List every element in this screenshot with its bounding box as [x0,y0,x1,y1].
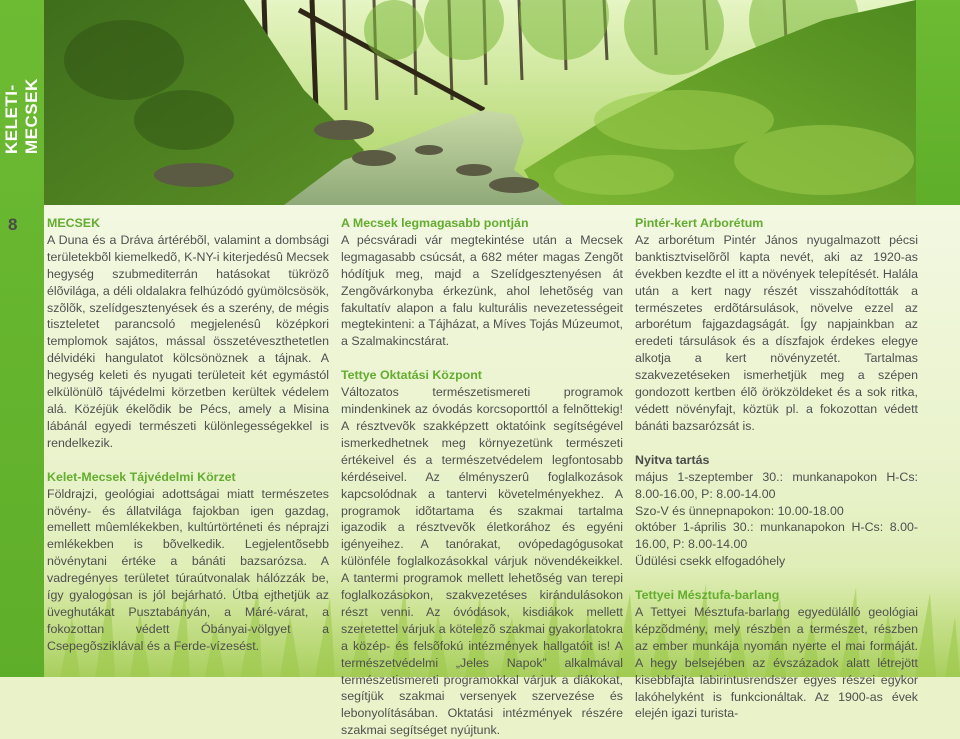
legmagasabb-heading: A Mecsek legmagasabb pontján [341,216,529,230]
mesztufa-text: A Tettyei Mésztufa-barlang egyedülálló geológiai képzõdmény, mely részben a természet, részben az ember munkája nyomán nyerte el mai formáját. A hegy belsejében az évszázadok alatt létrejött kisebbfajta labirintusrendszer egyes részei egykor lakóhelyként is funkcionáltak. Az 1900-as évek elején igazi turista- [635,605,918,721]
section-label: KELETI-MECSEK [2,78,41,154]
opening-hours-line: május 1-szeptember 30.: munkanapokon H-Cs: 8.00-16.00, P: 8.00-14.00 [635,469,918,501]
arboretum-text: Az arborétum Pintér János nyugalmazott pécsi banktisztviselõrõl kapta nevét, aki az 1920-as években kezdte el itt a növények telepítését. Halála után a kert nagy részét visszahódították a természetes erdõtársulások, növelve ezzel az arborétum fajgazdagságát. Így napjainkban az eredeti társulások és a díszfajok érdekes elegye alkotja a kert növényzetét. Tartalmas szakvezetéseken ismerhetjük meg a szépen gondozott kertben élõ örökzöldeket és a sok ritka, védett növényfajt, köztük pl. a fokozottan védett bánáti bazsarózsát is. [635,232,918,433]
legmagasabb-text: A pécsváradi vár megtekintése után a Mecsek legmagasabb csúcsát, a 682 méter magas Zengõt hódítjuk meg, majd a Szelídgesztenyésen át Zengõvárkonyba érkezünk, ahol lehetõség van fakultatív alapon a falu kulturális nevezetességeit megtekinteni: a Tájházat, a Míves Tojás Múzeumot, a Szalmakincstárat. [341,232,623,349]
column-1 [47,215,329,655]
mecsek-heading: MECSEK [47,216,101,230]
column-2 [341,215,623,739]
side-strip [0,0,44,677]
tettye-text: Változatos természetismereti programok mindenkinek az óvodás korcsoporttól a felnõttekig! A résztvevõk szakképzett oktatóink segítségével ismerkedhetnek meg környezetünk természeti értékeivel és a természetvédelem legfontosabb kérdéseivel. Az élményszerû foglalkozások kapcsolódnak a tantervi követelményekhez. A programok idõtartama és szakmai tartalma igazodik a résztvevõk életkorához és egyéni igényeihez. A tanórakat, ovópedagógusokat különféle foglalkozásokkal várjuk növendékeikkel. A tantermi programok mellett lehetõség van terepi foglalkozásokon, szakvezetéses kirándulásokon részt venni. Az óvódások, kisdiákok mellett szeretettel várjuk a kötelezõ szakmai gyakorlatokra a közép- és felsõfokú intézmények hallgatóit is! A természetvédelmi „Jeles Napok” alkalmával természetismereti programokkal várjuk a diákokat, segítjük szakmai versenyek szervezése és lebonyolításában. Oktatási intézmények részére szakmai segítséget nyújtunk. [341,385,623,738]
opening-hours-line: Szo-V és ünnepnapokon: 10.00-18.00 [635,503,844,518]
right-strip [916,0,960,205]
kelet-mecsek-heading: Kelet-Mecsek Tájvédelmi Körzet [47,469,236,484]
opening-hours-line: Üdülési csekk elfogadóhely [635,554,786,569]
column-3 [635,215,918,722]
page-number: 8 [8,215,18,234]
forest-stream-photo [44,0,916,205]
opening-hours-heading: Nyitva tartás [635,452,710,467]
mesztufa-heading: Tettyei Mésztufa-barlang [635,588,780,603]
mecsek-intro: A Duna és a Dráva ártérébõl, valamint a dombsági területekbõl kiemelkedõ, K-NY-i kiterjedésû Mecsek hegység szubmediterrán hatásokat tükrözõ élõvilága, a déli oldalakra felhúzódó gyümölcsösök, szõlõk, szelídgesztenyések és a szerény, de mégis tiszteletet parancsoló megjelenésû középkori templomok sajátos, mással összetéveszthetetlen délvidéki hangulatot kölcsönöznek a tájnak. A hegység keleti és nyugati területeit két egymástól elkülönülõ tájvédelmi körzetben kerültek védelem alá. Közéjük ékelõdik be Pécs, amely a Misina lábánál egyedi természeti különlegességekkel is rendelkezik. [47,232,329,450]
opening-hours-line: október 1-április 30.: munkanapokon H-Cs: 8.00-16.00, P: 8.00-14.00 [635,520,918,552]
kelet-mecsek-text: Földrajzi, geológiai adottságai miatt természetes növény- és állatvilága fajokban igen gazdag, emellett mûemlékekben, kultúrtörténeti és néprajzi emlékekben is bõvelkedik. Legjelentõsebb növénytani értéke a bánáti bazsarózsa. A vadregényes területet túraútvonalak hálózzák be, így gyalogosan is jól bejárható. Útba ejthetjük az üveghutákat Pusztabányán, a Máré-várat, a fokozottan védett Óbányai-völgyet a Csepegõsziklával és a Ferde-vízesést. [47,486,329,653]
arboretum-heading: Pintér-kert Arborétum [635,216,764,230]
tettye-heading: Tettye Oktatási Központ [341,368,482,383]
